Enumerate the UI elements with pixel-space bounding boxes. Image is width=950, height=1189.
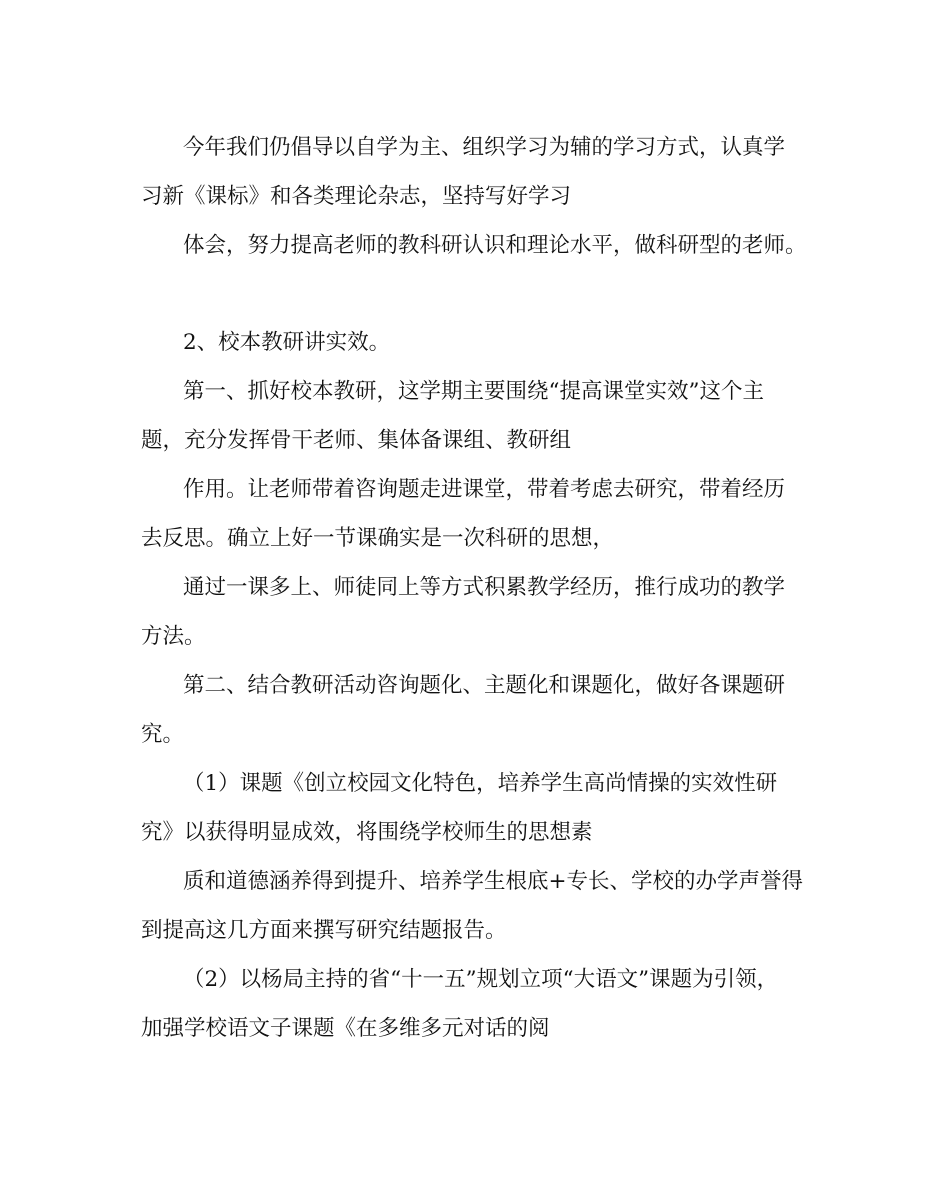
text-line: 第一、抓好校本教研，这学期主要围绕“提高课堂实效”这个主 — [183, 379, 764, 404]
text-line: 作用。让老师带着咨询题走进课堂，带着考虑去研究，带着经历 — [183, 477, 786, 502]
text-line: （1）课题《创立校园文化特色，培养学生高尚情操的实效性研 — [183, 771, 778, 796]
text-line: 质和道德涵养得到提升、培养学生根底+专长、学校的办学声誉得 — [183, 869, 804, 894]
text-line: （2）以杨局主持的省“十一五”规划立项“大语文”课题为引领， — [183, 967, 779, 992]
text-line: 去反思。确立上好一节课确实是一次科研的思想， — [141, 526, 615, 551]
text-line: 究》以获得明显成效，将围绕学校师生的思想素 — [141, 820, 593, 845]
text-line: 习新《课标》和各类理论杂志，坚持写好学习 — [141, 184, 572, 209]
text-line: 第二、结合教研活动咨询题化、主题化和课题化，做好各课题研 — [183, 673, 786, 698]
text-line: 方法。 — [141, 624, 206, 649]
text-line: 通过一课多上、师徒同上等方式积累教学经历，推行成功的教学 — [183, 575, 786, 600]
text-line: 到提高这几方面来撰写研究结题报告。 — [141, 918, 507, 943]
text-line: 究。 — [141, 722, 185, 747]
text-line: 题，充分发挥骨干老师、集体备课组、教研组 — [141, 428, 572, 453]
text-line: 体会，努力提高老师的教科研认识和理论水平，做科研型的老师。 — [183, 233, 807, 258]
text-line: 加强学校语文子课题《在多维多元对话的阅 — [141, 1016, 550, 1041]
text-line: 今年我们仍倡导以自学为主、组织学习为辅的学习方式，认真学 — [183, 135, 786, 160]
text-line: 2、校本教研讲实效。 — [183, 330, 391, 355]
